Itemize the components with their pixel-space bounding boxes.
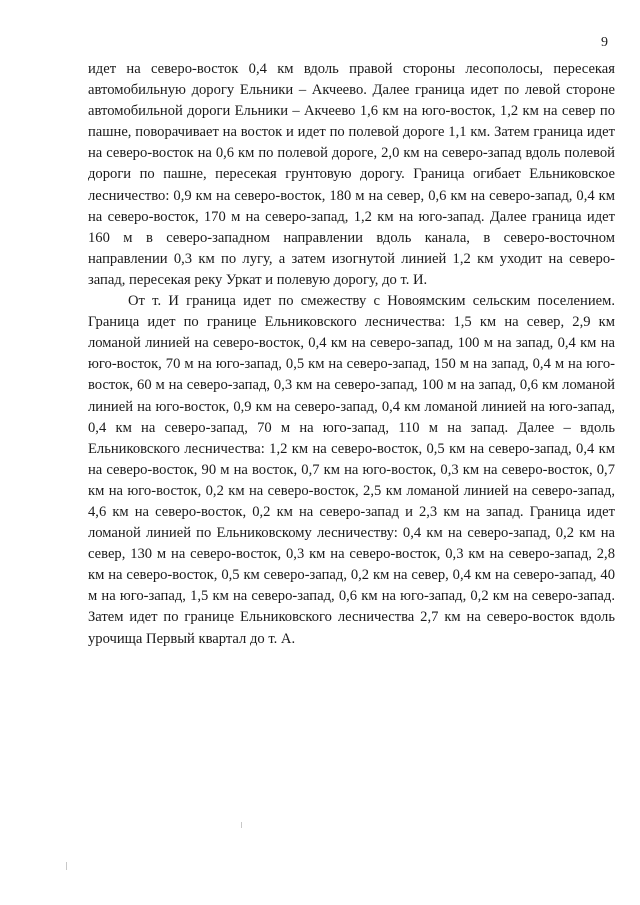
document-body (88, 59, 615, 650)
paragraph-continuation: идет на северо-восток 0,4 км вдоль правой стороны лесополосы, пересекая автомобильную дорогу Ельники – Акчеево. Далее граница идет по левой стороне автомобильной дороги Ельники – Акчеево 1,6 км на юго-восток, 1,2 км на север по пашне, поворачивает на восток и идет по полевой дороге 1,1 км. Затем граница идет на северо-восток на 0,6 км по полевой дороге, 2,0 км на северо-запад вдоль полевой дороги по пашне, пересекая грунтовую дорогу. Граница огибает Ельниковское лесничество: 0,9 км на северо-восток, 180 м на север, 0,6 км на северо-запад, 0,4 км на северо-восток, 170 м на северо-запад, 1,2 км на юго-запад. Далее граница идет 160 м в северо-западном направлении вдоль канала, в северо-восточном направлении 0,3 км по лугу, а затем изогнутой линией 1,2 км уходит на северо-запад, пересекая реку Уркат и полевую дорогу, до т. И. (88, 61, 615, 288)
scan-artifact (66, 862, 67, 870)
scan-artifact (241, 822, 242, 828)
paragraph-boundary-description: От т. И граница идет по смежеству с Новоямским сельским поселением. Граница идет по границе Ельниковского лесничества: 1,5 км на север, 2,9 км ломаной линией на северо-восток, 0,4 км на северо-запад, 100 м на запад, 0,4 км на юго-восток, 70 м на юго-запад, 0,5 км на северо-запад, 150 м на запад, 0,4 м на юго-восток, 60 м на северо-запад, 0,3 км на северо-запад, 100 м на запад, 0,6 км ломаной линией на юго-восток, 0,9 км на северо-запад, 0,4 км ломаной линией на юго-запад, 0,4 км на северо-запад, 70 м на юго-запад, 110 м на запад. Далее – вдоль Ельниковского лесничества: 1,2 км на северо-восток, 0,5 км на северо-запад, 0,4 км на северо-восток, 90 м на восток, 0,7 км на юго-восток, 0,3 км на северо-восток, 0,7 км на юго-восток, 0,2 км на северо-восток, 2,5 км ломаной линией на северо-запад, 4,6 км на северо-восток, 0,2 км на северо-запад и 2,3 км на запад. Граница идет ломаной линией по Ельниковскому лесничеству: 0,4 км на северо-запад, 0,2 км на север, 130 м на северо-восток, 0,3 км на северо-восток, 0,3 км на северо-запад, 2,8 км на северо-восток, 0,5 км северо-запад, 0,2 км на север, 0,4 км на северо-запад, 40 м на юго-запад, 1,5 км на северо-запад, 0,6 км на юго-запад, 0,2 км на северо-запад. Затем идет по границе Ельниковского лесничества 2,7 км на северо-восток вдоль урочища Первый квартал до т. А. (88, 293, 615, 647)
page-number: 9 (601, 35, 608, 50)
